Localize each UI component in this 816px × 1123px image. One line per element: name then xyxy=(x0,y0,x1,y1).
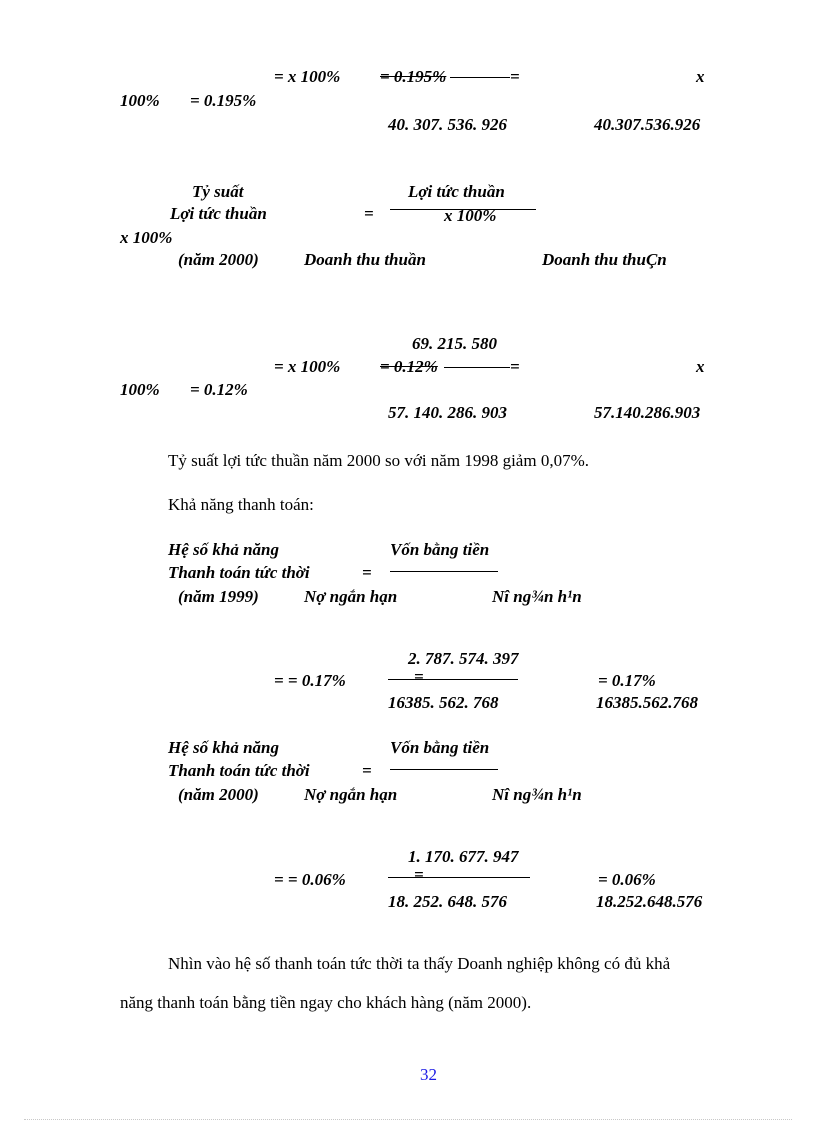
block2-left-x: x 100% xyxy=(120,228,173,247)
page-bottom-border xyxy=(24,1119,792,1120)
page-number: 32 xyxy=(420,1065,437,1084)
block4-fraction-line xyxy=(390,571,498,572)
block5-denominator: 16385. 562. 768 xyxy=(388,693,499,712)
block1-eq3: = xyxy=(510,67,520,86)
block1-denominator-right: 40.307.536.926 xyxy=(594,115,701,134)
block6-label2: Thanh toán tức thời xyxy=(168,761,310,780)
block1-eq2: = 0.195% xyxy=(380,67,447,86)
conclusion-line2: năng thanh toán bằng tiền ngay cho khách hàng (năm 2000). xyxy=(120,993,532,1012)
block4-denominator: Nợ ngắn hạn xyxy=(304,587,398,606)
block6-label3: (năm 2000) xyxy=(178,785,259,804)
block7-denominator: 18. 252. 648. 576 xyxy=(388,892,507,911)
block2-numerator: Lợi tức thuần xyxy=(408,182,505,201)
block2-denominator-right: Doanh thu thuÇn xyxy=(542,250,667,269)
block4-denominator-right: Nî ng¾n h¹n xyxy=(492,587,582,606)
block1-denominator: 40. 307. 536. 926 xyxy=(388,115,507,134)
block1-x: x xyxy=(696,67,705,86)
block1-eq1: = x 100% xyxy=(274,67,341,86)
block5-fraction-line xyxy=(388,679,518,680)
block5-eq-right: = 0.17% xyxy=(598,671,656,690)
block3-denominator: 57. 140. 286. 903 xyxy=(388,403,507,422)
block7-eq-left: = = 0.06% xyxy=(274,870,346,889)
conclusion-line1: Nhìn vào hệ số thanh toán tức thời ta thấy Doanh nghiệp không có đủ khả xyxy=(168,954,671,973)
block2-label3: (năm 2000) xyxy=(178,250,259,269)
block5-mid-eq: = xyxy=(414,667,424,686)
block3-denominator-right: 57.140.286.903 xyxy=(594,403,701,422)
block2-label2: Lợi tức thuần xyxy=(170,204,267,223)
block7-denominator-right: 18.252.648.576 xyxy=(596,892,703,911)
block7-numerator: 1. 170. 677. 947 xyxy=(408,847,519,866)
paragraph-profit-ratio: Tỷ suất lợi tức thuần năm 2000 so với năm 1998 giảm 0,07%. xyxy=(168,451,589,470)
block5-eq-left: = = 0.17% xyxy=(274,671,346,690)
block4-label2: Thanh toán tức thời xyxy=(168,563,310,582)
block4-numerator: Vốn bằng tiền xyxy=(390,540,490,559)
block6-numerator: Vốn bằng tiền xyxy=(390,738,490,757)
block2-times: x 100% xyxy=(444,206,497,225)
block3-eq2: = 0.12% xyxy=(380,357,438,376)
block5-numerator: 2. 787. 574. 397 xyxy=(408,649,519,668)
block3-left2: = 0.12% xyxy=(190,380,248,399)
block4-label1: Hệ số khả năng xyxy=(168,540,279,559)
block3-eq3: = xyxy=(510,357,520,376)
block6-denominator-right: Nî ng¾n h¹n xyxy=(492,785,582,804)
block7-fraction-line xyxy=(388,877,530,878)
block3-left1: 100% xyxy=(120,380,160,399)
block3-eq1: = x 100% xyxy=(274,357,341,376)
block3-numerator: 69. 215. 580 xyxy=(412,334,497,353)
block7-eq-right: = 0.06% xyxy=(598,870,656,889)
block6-fraction-line xyxy=(390,769,498,770)
block6-denominator: Nợ ngắn hạn xyxy=(304,785,398,804)
block5-denominator-right: 16385.562.768 xyxy=(596,693,698,712)
block4-label3: (năm 1999) xyxy=(178,587,259,606)
block2-eq: = xyxy=(364,204,374,223)
block4-eq: = xyxy=(362,563,372,582)
block3-x: x xyxy=(696,357,705,376)
block1-fraction-line xyxy=(450,77,510,78)
block2-label1: Tỷ suất xyxy=(192,182,244,201)
block6-eq: = xyxy=(362,761,372,780)
block6-label1: Hệ số khả năng xyxy=(168,738,279,757)
block7-mid-eq: = xyxy=(414,865,424,884)
block1-left2: = 0.195% xyxy=(190,91,257,110)
paragraph-payment-ability: Khả năng thanh toán: xyxy=(168,495,314,514)
block2-denominator: Doanh thu thuần xyxy=(304,250,426,269)
block3-fraction-line xyxy=(444,367,510,368)
block1-left1: 100% xyxy=(120,91,160,110)
